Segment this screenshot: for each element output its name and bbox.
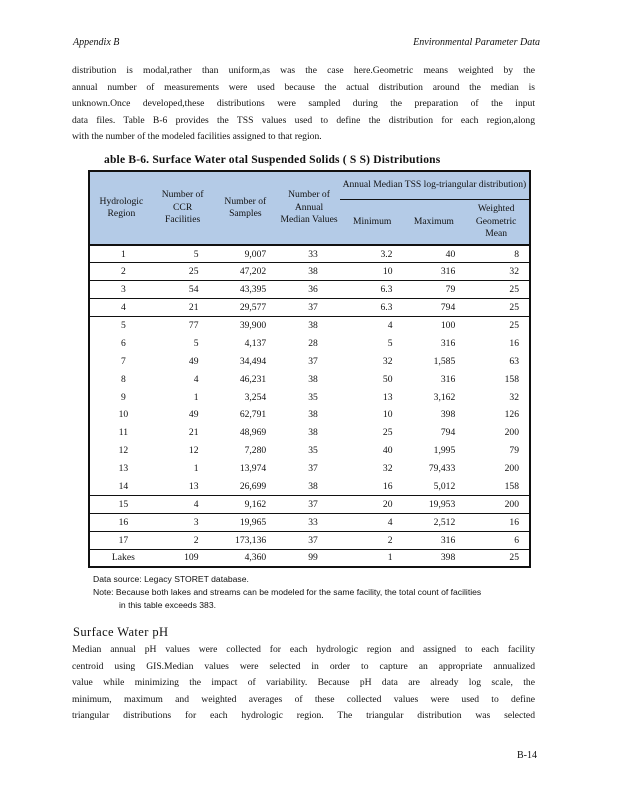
table-cell: 4,137 bbox=[244, 337, 267, 349]
table-cell: 2 bbox=[89, 263, 153, 281]
table-cell: 3.2 bbox=[340, 245, 405, 263]
text-line: value while minimizing the impact of variability. Because pH data are already log scale, the bbox=[72, 677, 535, 688]
table-cell: 4 bbox=[340, 513, 405, 531]
table-cell: 5 bbox=[120, 320, 126, 332]
table-cell: 316 bbox=[440, 373, 456, 385]
table-cell: 3 bbox=[89, 281, 153, 299]
table-cell: 40 bbox=[382, 445, 393, 457]
table-row bbox=[89, 478, 530, 496]
table-cell: 4 bbox=[193, 373, 199, 385]
table-cell: 3 bbox=[153, 513, 213, 531]
col-group-header-tss: Annual Median TSS log-triangular distribution) bbox=[340, 171, 530, 199]
table-cell: 2,512 bbox=[404, 513, 463, 531]
table-cell: 79 bbox=[404, 281, 463, 299]
table-cell: 38 bbox=[308, 427, 318, 439]
table-cell: 200 bbox=[504, 463, 519, 475]
table-cell: 200 bbox=[463, 495, 530, 513]
table-row bbox=[89, 245, 530, 263]
text-line: annual number of measurements were used because the actual distribution around the median is bbox=[72, 81, 535, 93]
table-cell: 6 bbox=[463, 531, 530, 549]
table-row bbox=[89, 495, 530, 513]
table-cell: 398 bbox=[440, 552, 456, 564]
intro-paragraph bbox=[72, 63, 535, 146]
table-note: Note: Because both lakes and streams can be modeled for the same facility, the total count of facilities bbox=[93, 587, 482, 597]
table-row bbox=[89, 281, 530, 299]
table-cell: 16 bbox=[463, 513, 530, 531]
table-cell: 9,007 bbox=[212, 245, 278, 263]
table-cell: 35 bbox=[308, 445, 318, 457]
tss-distribution-table bbox=[88, 170, 531, 568]
table-source: Data source: Legacy STORET database. bbox=[93, 574, 249, 584]
table-cell: 37 bbox=[278, 299, 340, 317]
table-row bbox=[89, 549, 530, 567]
table-row bbox=[89, 531, 530, 549]
table-caption: able B-6. Surface Water otal Suspended Solids ( S S) Distributions bbox=[104, 154, 441, 166]
table-cell: 9 bbox=[120, 391, 126, 403]
table-cell: 1 bbox=[193, 391, 199, 403]
table-cell: 63 bbox=[509, 355, 519, 367]
col-header-ccr-facilities: Number of CCR Facilities bbox=[153, 171, 213, 245]
col-header-minimum: Minimum bbox=[340, 199, 405, 245]
table-cell: 38 bbox=[308, 320, 318, 332]
table-row bbox=[89, 263, 530, 281]
table-cell: 32 bbox=[382, 463, 393, 475]
table-cell: 1,995 bbox=[433, 445, 456, 457]
text-line: centroid using GIS.Median values were selected in order to capture an appropriate annualized bbox=[72, 660, 535, 672]
table-cell: 1,585 bbox=[433, 355, 456, 367]
table-cell: 32 bbox=[509, 391, 519, 403]
col-header-maximum: Maximum bbox=[404, 199, 463, 245]
text-line: data files. Table B-6 provides the TSS values used to define the distribution for each region,along bbox=[72, 114, 535, 126]
table-cell: Lakes bbox=[111, 552, 135, 564]
text-line: with the number of the modeled facilities assigned to that region. bbox=[72, 131, 322, 142]
table-cell: 48,969 bbox=[239, 427, 267, 439]
table-cell: 4 bbox=[387, 320, 393, 332]
table-cell: 19,953 bbox=[404, 495, 463, 513]
text-line: Median annual pH values were collected for each hydrologic region and assigned to each facility bbox=[72, 644, 535, 655]
table-cell: 4 bbox=[153, 495, 213, 513]
table-cell: 62,791 bbox=[239, 409, 267, 421]
table-cell: 50 bbox=[382, 373, 393, 385]
table-row bbox=[89, 460, 530, 478]
table-cell: 3,162 bbox=[433, 391, 456, 403]
table-cell: 37 bbox=[308, 463, 318, 475]
table-cell: 17 bbox=[89, 531, 153, 549]
table-cell: 36 bbox=[278, 281, 340, 299]
table-cell: 21 bbox=[188, 427, 199, 439]
table-cell: 77 bbox=[188, 320, 199, 332]
table-cell: 25 bbox=[153, 263, 213, 281]
table-cell: 398 bbox=[440, 409, 456, 421]
table-cell: 13 bbox=[153, 478, 213, 496]
table-cell: 49 bbox=[188, 355, 199, 367]
table-row bbox=[89, 370, 530, 388]
table-cell: 158 bbox=[504, 373, 519, 385]
table-note-cont: in this table exceeds 383. bbox=[119, 600, 216, 610]
ph-paragraph bbox=[72, 642, 535, 725]
table-cell: 28 bbox=[308, 337, 318, 349]
table-cell: 38 bbox=[308, 373, 318, 385]
table-cell: 6.3 bbox=[340, 299, 405, 317]
table-cell: 12 bbox=[118, 445, 129, 457]
table-cell: 39,900 bbox=[239, 320, 267, 332]
table-cell: 10 bbox=[382, 409, 393, 421]
page-number: B-14 bbox=[517, 750, 537, 761]
table-cell: 13 bbox=[118, 463, 129, 475]
table-cell: 126 bbox=[504, 409, 519, 421]
table-cell: 38 bbox=[308, 409, 318, 421]
table-cell: 316 bbox=[404, 531, 463, 549]
table-cell: 46,231 bbox=[239, 373, 267, 385]
table-cell: 32 bbox=[382, 355, 393, 367]
table-row bbox=[89, 388, 530, 406]
table-cell: 316 bbox=[404, 263, 463, 281]
table-cell: 11 bbox=[118, 427, 129, 439]
table-cell: 1 bbox=[193, 463, 199, 475]
table-cell: 100 bbox=[440, 320, 456, 332]
table-cell: 25 bbox=[463, 299, 530, 317]
table-cell: 6 bbox=[120, 337, 126, 349]
table-cell: 5 bbox=[193, 337, 199, 349]
table-cell: 5 bbox=[387, 337, 393, 349]
table-cell: 7 bbox=[120, 355, 126, 367]
table-cell: 29,577 bbox=[212, 299, 278, 317]
table-cell: 13,974 bbox=[239, 463, 267, 475]
table-row bbox=[89, 442, 530, 460]
table-cell: 37 bbox=[308, 355, 318, 367]
table-cell: 794 bbox=[440, 427, 456, 439]
table-row bbox=[89, 352, 530, 370]
table-cell: 37 bbox=[278, 531, 340, 549]
table-cell: 4,360 bbox=[244, 552, 267, 564]
table-cell: 20 bbox=[340, 495, 405, 513]
table-cell: 9,162 bbox=[212, 495, 278, 513]
table-cell: 79,433 bbox=[428, 463, 456, 475]
col-header-region: Hydrologic Region bbox=[89, 171, 153, 245]
table-cell: 109 bbox=[184, 552, 199, 564]
section-heading: Surface Water pH bbox=[73, 625, 169, 639]
table-cell: 12 bbox=[188, 445, 199, 457]
table-row bbox=[89, 424, 530, 442]
table-cell: 43,395 bbox=[212, 281, 278, 299]
table-cell: 1 bbox=[387, 552, 393, 564]
table-cell: 10 bbox=[340, 263, 405, 281]
table-cell: 173,136 bbox=[212, 531, 278, 549]
table-cell: 10 bbox=[118, 409, 129, 421]
table-cell: 79 bbox=[509, 445, 519, 457]
table-cell: 2 bbox=[153, 531, 213, 549]
table-row bbox=[89, 334, 530, 352]
text-line: unknown.Once developed,these distributions were sampled during the preparation of the input bbox=[72, 98, 535, 109]
table-cell: 99 bbox=[308, 552, 318, 564]
table-row bbox=[89, 513, 530, 531]
table-cell: 3,254 bbox=[244, 391, 267, 403]
table-cell: 316 bbox=[440, 337, 456, 349]
table-cell: 25 bbox=[382, 427, 393, 439]
col-header-samples: Number of Samples bbox=[212, 171, 278, 245]
table-cell: 8 bbox=[120, 373, 126, 385]
table-cell: 21 bbox=[153, 299, 213, 317]
table-cell: 40 bbox=[404, 245, 463, 263]
table-cell: 15 bbox=[89, 495, 153, 513]
table-row bbox=[89, 406, 530, 424]
table-cell: 16 bbox=[509, 337, 519, 349]
table-cell: 34,494 bbox=[239, 355, 267, 367]
table-cell: 47,202 bbox=[212, 263, 278, 281]
table-cell: 13 bbox=[382, 391, 393, 403]
table-cell: 14 bbox=[89, 478, 153, 496]
table-cell: 16 bbox=[340, 478, 405, 496]
table-cell: 37 bbox=[278, 495, 340, 513]
table-cell: 16 bbox=[89, 513, 153, 531]
table-cell: 33 bbox=[278, 513, 340, 531]
running-header-right: Environmental Parameter Data bbox=[413, 37, 540, 48]
table-cell: 38 bbox=[278, 263, 340, 281]
table-cell: 26,699 bbox=[212, 478, 278, 496]
table-cell: 794 bbox=[404, 299, 463, 317]
table-cell: 54 bbox=[153, 281, 213, 299]
table-cell: 2 bbox=[340, 531, 405, 549]
table-cell: 25 bbox=[509, 552, 519, 564]
table-cell: 38 bbox=[278, 478, 340, 496]
table-cell: 25 bbox=[463, 281, 530, 299]
table-cell: 200 bbox=[504, 427, 519, 439]
table-cell: 4 bbox=[89, 299, 153, 317]
text-line: distribution is modal,rather than uniform,as was the case here.Geometric means weighted by the bbox=[72, 65, 535, 76]
table-cell: 6.3 bbox=[340, 281, 405, 299]
table-row bbox=[89, 317, 530, 335]
text-line: triangular distributions for each hydrologic region. The triangular distribution was selected bbox=[72, 710, 535, 721]
table-cell: 1 bbox=[89, 245, 153, 263]
table-cell: 7,280 bbox=[244, 445, 267, 457]
table-cell: 158 bbox=[463, 478, 530, 496]
table-cell: 8 bbox=[463, 245, 530, 263]
text-line: minimum, maximum and weighted averages of these collected values were used to define bbox=[72, 693, 535, 705]
table-cell: 32 bbox=[463, 263, 530, 281]
table-cell: 35 bbox=[308, 391, 318, 403]
table-cell: 49 bbox=[188, 409, 199, 421]
col-header-weighted-mean: Weighted Geometric Mean bbox=[463, 199, 530, 245]
table-cell: 5 bbox=[153, 245, 213, 263]
running-header-left: Appendix B bbox=[73, 37, 120, 48]
table-cell: 33 bbox=[278, 245, 340, 263]
table-cell: 5,012 bbox=[404, 478, 463, 496]
col-header-annual-median: Number of Annual Median Values bbox=[278, 171, 340, 245]
table-cell: 19,965 bbox=[212, 513, 278, 531]
table-row bbox=[89, 299, 530, 317]
table-cell: 25 bbox=[509, 320, 519, 332]
